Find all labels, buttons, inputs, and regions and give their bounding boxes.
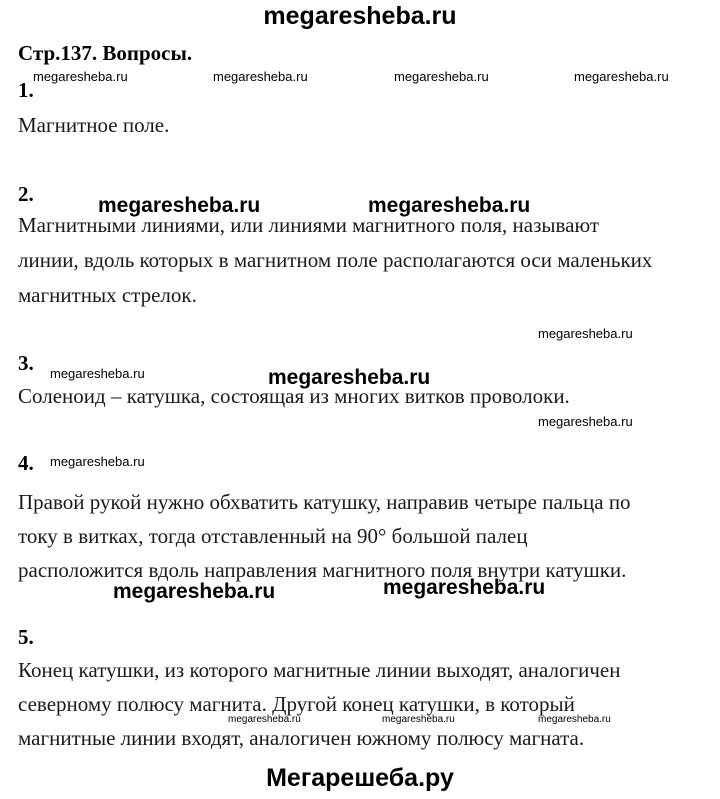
- watermark: megaresheba.ru: [113, 580, 276, 603]
- watermark: megaresheba.ru: [538, 414, 633, 429]
- watermark: megaresheba.ru: [33, 69, 128, 84]
- answer-line: Соленоид – катушка, состоящая из многих витков проволоки.: [18, 384, 570, 408]
- watermark: megaresheba.ru: [538, 714, 611, 725]
- watermark: megaresheba.ru: [98, 194, 261, 217]
- watermark: megaresheba.ru: [538, 326, 633, 341]
- watermark: megaresheba.ru: [383, 576, 546, 599]
- page-title: Стр.137. Вопросы.: [18, 41, 193, 65]
- answer-line: линии, вдоль которых в магнитном поле располагаются оси маленьких: [18, 248, 653, 272]
- question-number: 1.: [18, 78, 34, 102]
- answer-line: северному полюсу магнита. Другой конец катушки, в который: [18, 692, 575, 716]
- watermark: megaresheba.ru: [382, 714, 455, 725]
- answer-line: Магнитное поле.: [18, 113, 170, 137]
- answer-line: магнитные линии входят, аналогичен южному полюсу магната.: [18, 726, 585, 750]
- answer-line: магнитных стрелок.: [18, 283, 197, 307]
- watermark: megaresheba.ru: [368, 194, 531, 217]
- watermark: megaresheba.ru: [228, 714, 301, 725]
- watermark: megaresheba.ru: [394, 69, 489, 84]
- site-footer: Мегарешеба.ру: [266, 764, 454, 792]
- watermark: megaresheba.ru: [574, 69, 669, 84]
- watermark: megaresheba.ru: [268, 366, 431, 389]
- watermark: megaresheba.ru: [213, 69, 308, 84]
- answer-line: Магнитными линиями, или линиями магнитного поля, называют: [18, 213, 600, 237]
- answer-line: току в витках, тогда отставленный на 90° большой палец: [18, 524, 528, 548]
- site-header: megaresheba.ru: [263, 2, 457, 30]
- question-number: 4.: [18, 451, 34, 475]
- answer-line: Правой рукой нужно обхватить катушку, направив четыре пальца по: [18, 490, 631, 514]
- watermark: megaresheba.ru: [50, 454, 145, 469]
- question-number: 3.: [18, 351, 34, 375]
- watermark: megaresheba.ru: [50, 366, 145, 381]
- question-number: 2.: [18, 182, 34, 206]
- answer-line: расположится вдоль направления магнитного поля внутри катушки.: [18, 558, 627, 582]
- question-number: 5.: [18, 625, 34, 649]
- answer-line: Конец катушки, из которого магнитные линии выходят, аналогичен: [18, 658, 621, 682]
